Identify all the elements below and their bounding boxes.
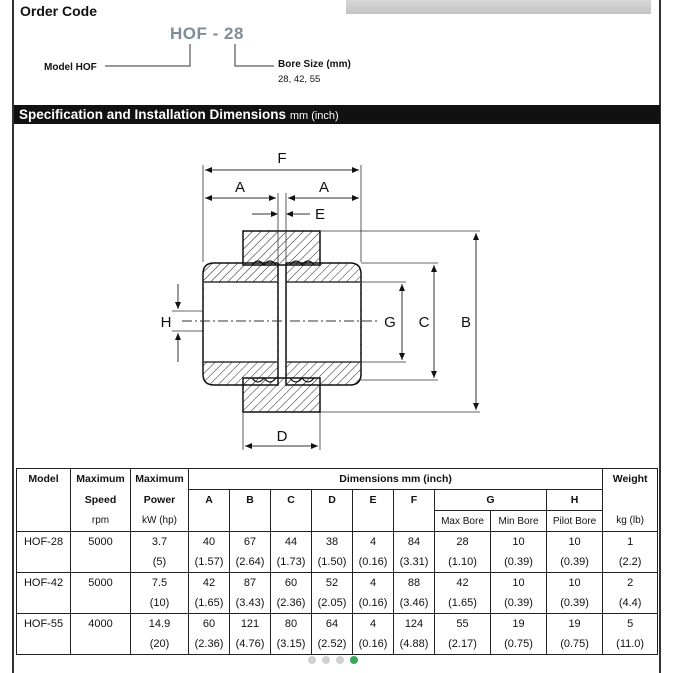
cell-D: 38 bbox=[312, 532, 353, 553]
cell-E: 4 bbox=[353, 614, 394, 635]
cell-Gmin-inch: (0.75) bbox=[491, 634, 547, 655]
hdr-max-power-1: Maximum bbox=[131, 469, 189, 490]
cell-B: 67 bbox=[230, 532, 271, 553]
label-G: G bbox=[384, 314, 396, 331]
cell-speed-empty bbox=[71, 634, 131, 655]
label-C: C bbox=[418, 314, 430, 331]
cell-Gmax: 42 bbox=[435, 573, 491, 594]
cell-D: 64 bbox=[312, 614, 353, 635]
hdr-power: Power bbox=[131, 490, 189, 511]
cell-C-inch: (2.36) bbox=[271, 593, 312, 614]
bore-size-values: 28, 42, 55 bbox=[278, 74, 321, 85]
cell-B-inch: (2.64) bbox=[230, 552, 271, 573]
cell-B: 87 bbox=[230, 573, 271, 594]
cell-A: 60 bbox=[189, 614, 230, 635]
cell-E-inch: (0.16) bbox=[353, 593, 394, 614]
hdr-C: C bbox=[271, 490, 312, 511]
cell-D-inch: (2.52) bbox=[312, 634, 353, 655]
cell-A-inch: (1.65) bbox=[189, 593, 230, 614]
bore-size-label: Bore Size (mm) bbox=[278, 59, 351, 70]
cell-C: 60 bbox=[271, 573, 312, 594]
hdr-B: B bbox=[230, 490, 271, 511]
hdr-G: G bbox=[435, 490, 547, 511]
cell-Gmax: 28 bbox=[435, 532, 491, 553]
cell-power: 7.5 bbox=[131, 573, 189, 594]
hdr-kw: kW (hp) bbox=[131, 511, 189, 532]
cell-Gmax-inch: (1.65) bbox=[435, 593, 491, 614]
cell-H-inch: (0.39) bbox=[547, 552, 603, 573]
cell-speed-empty bbox=[71, 552, 131, 573]
carousel-dot[interactable] bbox=[336, 656, 344, 664]
cell-model: HOF-28 bbox=[17, 532, 71, 553]
cell-speed: 5000 bbox=[71, 573, 131, 594]
carousel-dot[interactable] bbox=[350, 656, 358, 664]
hdr-model: Model bbox=[17, 469, 71, 490]
cell-C-inch: (1.73) bbox=[271, 552, 312, 573]
cell-A: 40 bbox=[189, 532, 230, 553]
cell-H: 10 bbox=[547, 532, 603, 553]
label-H: H bbox=[160, 314, 172, 331]
hdr-dimensions: Dimensions mm (inch) bbox=[189, 469, 603, 490]
cell-power-hp: (10) bbox=[131, 593, 189, 614]
cell-F-inch: (4.88) bbox=[394, 634, 435, 655]
label-A-left: A bbox=[234, 179, 246, 196]
cell-model-empty bbox=[17, 634, 71, 655]
cell-Gmin-inch: (0.39) bbox=[491, 552, 547, 573]
cell-power-hp: (5) bbox=[131, 552, 189, 573]
cell-H: 10 bbox=[547, 573, 603, 594]
cell-B-inch: (4.76) bbox=[230, 634, 271, 655]
cell-D-inch: (1.50) bbox=[312, 552, 353, 573]
cell-Gmin: 19 bbox=[491, 614, 547, 635]
cell-E-inch: (0.16) bbox=[353, 552, 394, 573]
hdr-pilot-bore: Pilot Bore bbox=[547, 511, 603, 532]
hdr-rpm: rpm bbox=[71, 511, 131, 532]
label-A-right: A bbox=[318, 179, 330, 196]
cell-model: HOF-55 bbox=[17, 614, 71, 635]
hdr-F: F bbox=[394, 490, 435, 511]
cell-power: 3.7 bbox=[131, 532, 189, 553]
hdr-min-bore: Min Bore bbox=[491, 511, 547, 532]
cell-B: 121 bbox=[230, 614, 271, 635]
cell-speed-empty bbox=[71, 593, 131, 614]
cell-Gmin: 10 bbox=[491, 532, 547, 553]
cell-Gmax: 55 bbox=[435, 614, 491, 635]
cell-F-inch: (3.46) bbox=[394, 593, 435, 614]
cell-A-inch: (1.57) bbox=[189, 552, 230, 573]
cell-C: 80 bbox=[271, 614, 312, 635]
cell-E: 4 bbox=[353, 573, 394, 594]
cell-weight-lb: (4.4) bbox=[603, 593, 658, 614]
cell-H-inch: (0.75) bbox=[547, 634, 603, 655]
cell-E-inch: (0.16) bbox=[353, 634, 394, 655]
cell-H: 19 bbox=[547, 614, 603, 635]
hdr-E: E bbox=[353, 490, 394, 511]
hdr-D: D bbox=[312, 490, 353, 511]
hdr-kg: kg (lb) bbox=[603, 511, 658, 532]
cell-C-inch: (3.15) bbox=[271, 634, 312, 655]
model-label: Model HOF bbox=[44, 62, 97, 73]
cell-model-empty bbox=[17, 593, 71, 614]
cell-F-inch: (3.31) bbox=[394, 552, 435, 573]
cell-weight: 5 bbox=[603, 614, 658, 635]
hdr-max-bore: Max Bore bbox=[435, 511, 491, 532]
cell-D: 52 bbox=[312, 573, 353, 594]
left-bore bbox=[204, 282, 277, 362]
right-bore bbox=[287, 282, 360, 362]
hdr-weight: Weight bbox=[603, 469, 658, 490]
hdr-speed: Speed bbox=[71, 490, 131, 511]
cell-speed: 5000 bbox=[71, 532, 131, 553]
sleeve-top bbox=[243, 231, 320, 265]
cell-power-hp: (20) bbox=[131, 634, 189, 655]
carousel-dot[interactable] bbox=[308, 656, 316, 664]
cell-A-inch: (2.36) bbox=[189, 634, 230, 655]
cell-Gmin: 10 bbox=[491, 573, 547, 594]
cell-weight-lb: (2.2) bbox=[603, 552, 658, 573]
label-E: E bbox=[314, 206, 326, 223]
cell-D-inch: (2.05) bbox=[312, 593, 353, 614]
cell-A: 42 bbox=[189, 573, 230, 594]
cell-speed: 4000 bbox=[71, 614, 131, 635]
spec-section-title: Specification and Installation Dimensions bbox=[19, 107, 287, 122]
model-code: HOF - 28 bbox=[170, 24, 244, 43]
hdr-max-speed-1: Maximum bbox=[71, 469, 131, 490]
cell-H-inch: (0.39) bbox=[547, 593, 603, 614]
cell-power: 14.9 bbox=[131, 614, 189, 635]
spec-section-unit: mm (inch) bbox=[289, 110, 339, 122]
cell-Gmin-inch: (0.39) bbox=[491, 593, 547, 614]
label-D: D bbox=[276, 428, 288, 445]
hdr-H: H bbox=[547, 490, 603, 511]
cell-weight-lb: (11.0) bbox=[603, 634, 658, 655]
cell-E: 4 bbox=[353, 532, 394, 553]
cell-model-empty bbox=[17, 552, 71, 573]
spec-table bbox=[16, 468, 658, 655]
cell-F: 84 bbox=[394, 532, 435, 553]
order-code-title: Order Code bbox=[20, 3, 98, 19]
cell-weight: 1 bbox=[603, 532, 658, 553]
cell-F: 124 bbox=[394, 614, 435, 635]
cell-model: HOF-42 bbox=[17, 573, 71, 594]
carousel-dot[interactable] bbox=[322, 656, 330, 664]
cell-C: 44 bbox=[271, 532, 312, 553]
cell-F: 88 bbox=[394, 573, 435, 594]
label-B: B bbox=[460, 314, 472, 331]
label-F: F bbox=[277, 150, 287, 167]
cell-B-inch: (3.43) bbox=[230, 593, 271, 614]
hdr-A: A bbox=[189, 490, 230, 511]
cell-Gmax-inch: (2.17) bbox=[435, 634, 491, 655]
cell-Gmax-inch: (1.10) bbox=[435, 552, 491, 573]
cell-weight: 2 bbox=[603, 573, 658, 594]
